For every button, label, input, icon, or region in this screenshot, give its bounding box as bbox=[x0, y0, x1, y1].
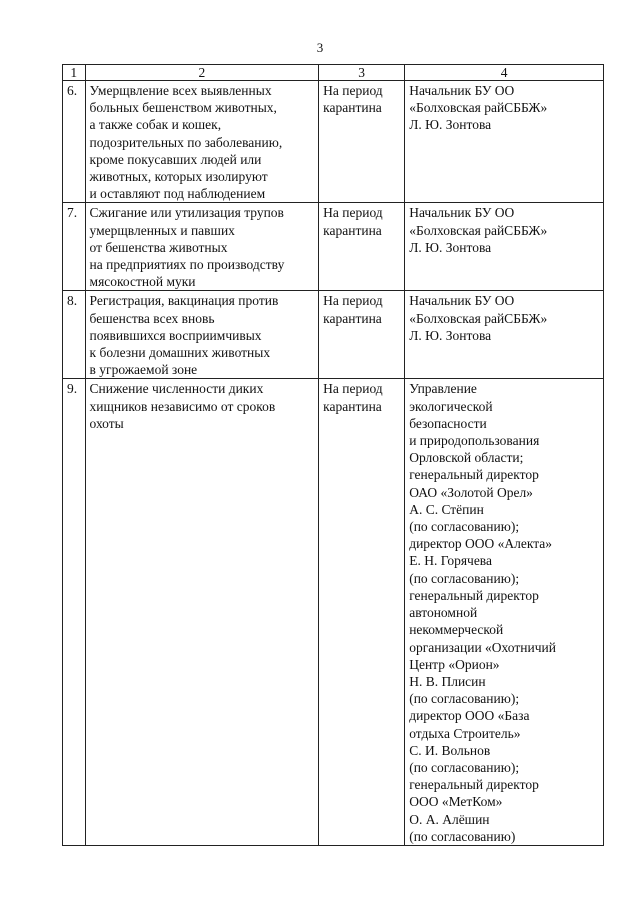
action-cell: Сжигание или утилизация трупов умерщвленных и павших от бешенства животных на предприятиях по производству мясокостной муки bbox=[85, 203, 319, 291]
header-col-3: 3 bbox=[319, 65, 405, 81]
table-row bbox=[63, 203, 604, 291]
table-row bbox=[63, 291, 604, 379]
action-cell: Умерщвление всех выявленных больных бешенством животных, а также собак и кошек, подозрительных по заболеванию, кроме покусавших людей или животных, которых изолируют и оставляют под наблюдением bbox=[85, 81, 319, 203]
row-number: 7. bbox=[63, 203, 86, 291]
table-row bbox=[63, 81, 604, 203]
table-header-row bbox=[63, 65, 604, 81]
page-number: 3 bbox=[316, 40, 324, 55]
header-col-2: 2 bbox=[85, 65, 319, 81]
responsible-cell: Начальник БУ ОО «Болховская райСББЖ» Л. Ю. Зонтова bbox=[405, 81, 604, 203]
action-cell: Регистрация, вакцинация против бешенства всех вновь появившихся восприимчивых к болезни домашних животных в угрожаемой зоне bbox=[85, 291, 319, 379]
responsible-cell: Управление экологической безопасности и природопользования Орловской области; генеральный директор ОАО «Золотой Орел» А. С. Стёпин (по согласованию); директор ООО «Алекта» Е. Н. Горячева (по согласованию); генеральный директор автономной некоммерческой организации «Охотничий Центр «Орион» Н. В. Плисин (по согласованию); директор ООО «База отдыха Строитель» С. И. Вольнов (по согласованию); генеральный директор ООО «МетКом» О. А. Алёшин (по согласованию) bbox=[405, 379, 604, 845]
table-row bbox=[63, 379, 604, 845]
responsible-cell: Начальник БУ ОО «Болховская райСББЖ» Л. Ю. Зонтова bbox=[405, 291, 604, 379]
row-number: 9. bbox=[63, 379, 86, 845]
header-col-4: 4 bbox=[405, 65, 604, 81]
responsible-cell: Начальник БУ ОО «Болховская райСББЖ» Л. Ю. Зонтова bbox=[405, 203, 604, 291]
header-col-1: 1 bbox=[63, 65, 86, 81]
row-number: 8. bbox=[63, 291, 86, 379]
period-cell: На период карантина bbox=[319, 379, 405, 845]
row-number: 6. bbox=[63, 81, 86, 203]
period-cell: На период карантина bbox=[319, 203, 405, 291]
action-cell: Снижение численности диких хищников независимо от сроков охоты bbox=[85, 379, 319, 845]
period-cell: На период карантина bbox=[319, 81, 405, 203]
period-cell: На период карантина bbox=[319, 291, 405, 379]
measures-table bbox=[62, 64, 604, 846]
